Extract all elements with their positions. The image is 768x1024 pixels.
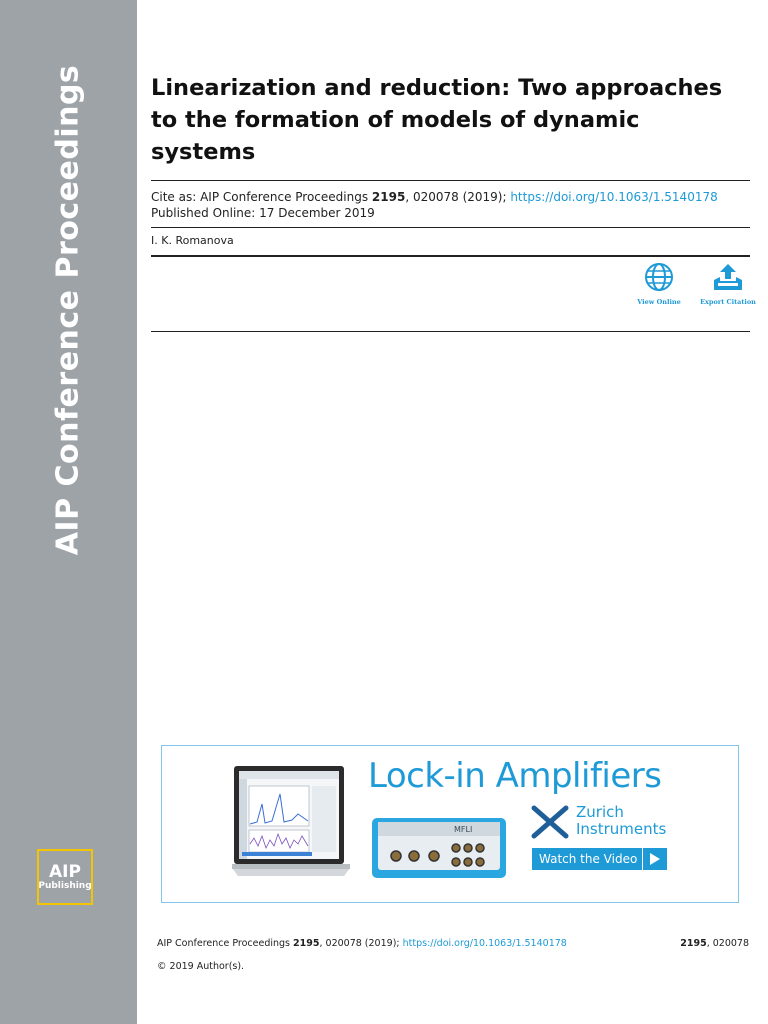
brand-line2: Instruments: [576, 820, 667, 838]
watch-video-label: Watch the Video: [539, 852, 638, 866]
doi-link[interactable]: https://doi.org/10.1063/1.5140178: [510, 190, 718, 204]
divider: [151, 180, 750, 181]
footer-citation: [157, 938, 567, 949]
globe-icon: [644, 262, 674, 292]
export-citation-label: Export Citation: [700, 298, 756, 306]
divider: [151, 331, 750, 332]
citation-line: [151, 189, 718, 205]
journal-name: AIP Conference Proceedings: [50, 64, 86, 556]
footer-doi-link[interactable]: https://doi.org/10.1063/1.5140178: [402, 938, 567, 949]
published-date: Published Online: 17 December 2019: [151, 206, 375, 220]
footer-volume: 2195: [293, 938, 320, 949]
footer-page-rest: , 020078: [706, 938, 749, 949]
device-label: MFLI: [454, 825, 473, 834]
copyright: © 2019 Author(s).: [157, 961, 245, 972]
footer-page-id: [680, 938, 749, 949]
cite-rest: , 020078 (2019);: [405, 190, 511, 204]
zurich-instruments-logo-icon: [530, 804, 570, 840]
advertisement-banner[interactable]: [161, 745, 739, 903]
view-online-label: View Online: [637, 298, 681, 306]
cite-prefix: Cite as: AIP Conference Proceedings: [151, 190, 372, 204]
sidebar: [0, 0, 137, 1024]
footer-cite-rest: , 020078 (2019);: [319, 938, 403, 949]
footer-page-volume: 2195: [680, 938, 707, 949]
footer-cite-prefix: AIP Conference Proceedings: [157, 938, 294, 949]
ad-brand: [576, 804, 666, 838]
authors: I. K. Romanova: [151, 234, 234, 247]
divider: [151, 227, 750, 228]
lock-in-amplifier-device-image: [370, 816, 510, 886]
cite-volume: 2195: [371, 190, 406, 204]
view-online-button[interactable]: [629, 262, 689, 306]
logo-line1: AIP: [49, 861, 81, 882]
laptop-image: [232, 764, 352, 894]
divider: [151, 255, 750, 257]
ad-headline: Lock-in Amplifiers: [368, 756, 662, 796]
article-title: Linearization and reduction: Two approaches to the formation of models of dynamic systems: [151, 75, 723, 165]
logo-line2: Publishing: [38, 880, 92, 891]
citation-block: [151, 189, 718, 221]
play-icon: [642, 848, 667, 870]
aip-publishing-logo[interactable]: [37, 849, 93, 905]
brand-line1: Zurich: [576, 803, 624, 821]
export-icon: [712, 262, 744, 292]
export-citation-button[interactable]: [698, 262, 758, 306]
watch-video-button[interactable]: [532, 848, 667, 870]
